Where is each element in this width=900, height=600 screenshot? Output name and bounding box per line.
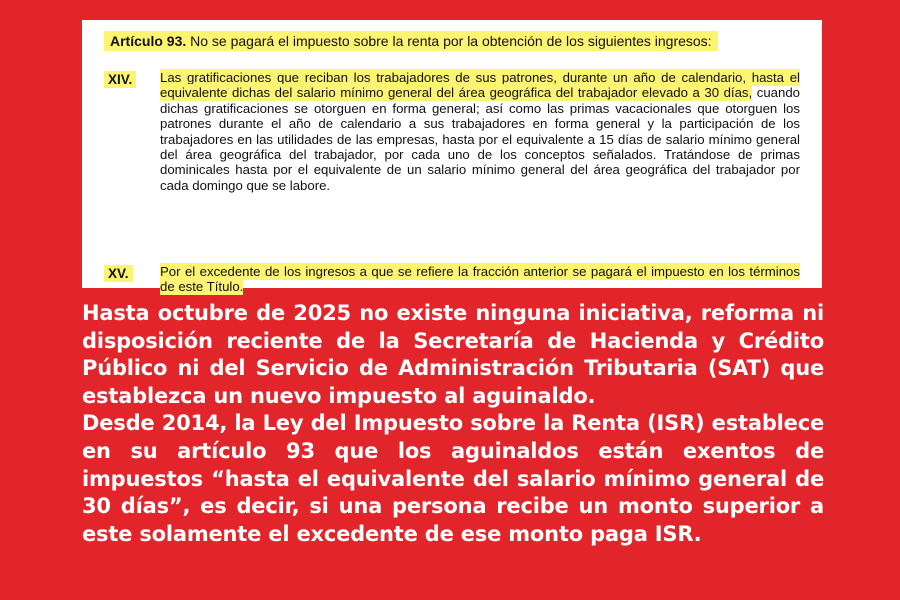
fraction-xiv-number-highlight: XIV. [104,71,136,88]
fraction-xiv-rest-text: cuando dichas gratificaciones se otorguen en forma general; así como las primas vacacionales que otorguen los patrones durante el año de calendario a sus trabajadores en forma general y la participación de los trabajadores en las utilidades de las empresas, hasta por el equivalente a 15 días de salario mínimo general del área geográfica del trabajador, por cada uno de los conceptos señalados. Tratándose de primas dominicales hasta por el equivalente de un salario mínimo general del área geográfica del trabajador por cada domingo que se labore. [160,85,800,193]
caption-paragraph-1: Hasta octubre de 2025 no existe ninguna iniciativa, reforma ni disposición reciente de la Secretaría de Hacienda y Crédito Público ni del Servicio de Administración Tributaria (SAT) que establezca un nuevo impuesto al aguinaldo. [82,301,824,408]
article-intro: No se pagará el impuesto sobre la renta por la obtención de los siguientes ingresos: [190,33,712,49]
fraction-xv-number [104,266,164,282]
fraction-xv-text [160,264,800,295]
law-document-excerpt [82,20,822,295]
article-header [104,32,784,50]
fraction-xv-highlighted-text: Por el excedente de los ingresos a que se refiere la fracción anterior se pagará el impuesto en los términos de este Título. [160,264,800,295]
fraction-xiv-highlighted-text: Las gratificaciones que reciban los trabajadores de sus patrones, durante un año de calendario, hasta el equivalente dichas del salario mínimo general del área geográfica del trabajador elevado a 30 días, [160,70,800,101]
fraction-xiv-text [160,70,800,193]
caption-paragraph-2: Desde 2014, la Ley del Impuesto sobre la Renta (ISR) establece en su artículo 93 que los aguinaldos están exentos de impuestos “hasta el equivalente del salario mínimo general de 30 días”, es decir, si una persona recibe un monto superior a este solamente el excedente de ese monto paga ISR. [82,411,824,546]
fraction-xv-number-highlight: XV. [104,265,133,282]
article-header-highlight [104,31,718,51]
fraction-xiv-number [104,72,164,88]
fact-check-caption [82,300,824,548]
article-title: Artículo 93. [110,33,187,49]
